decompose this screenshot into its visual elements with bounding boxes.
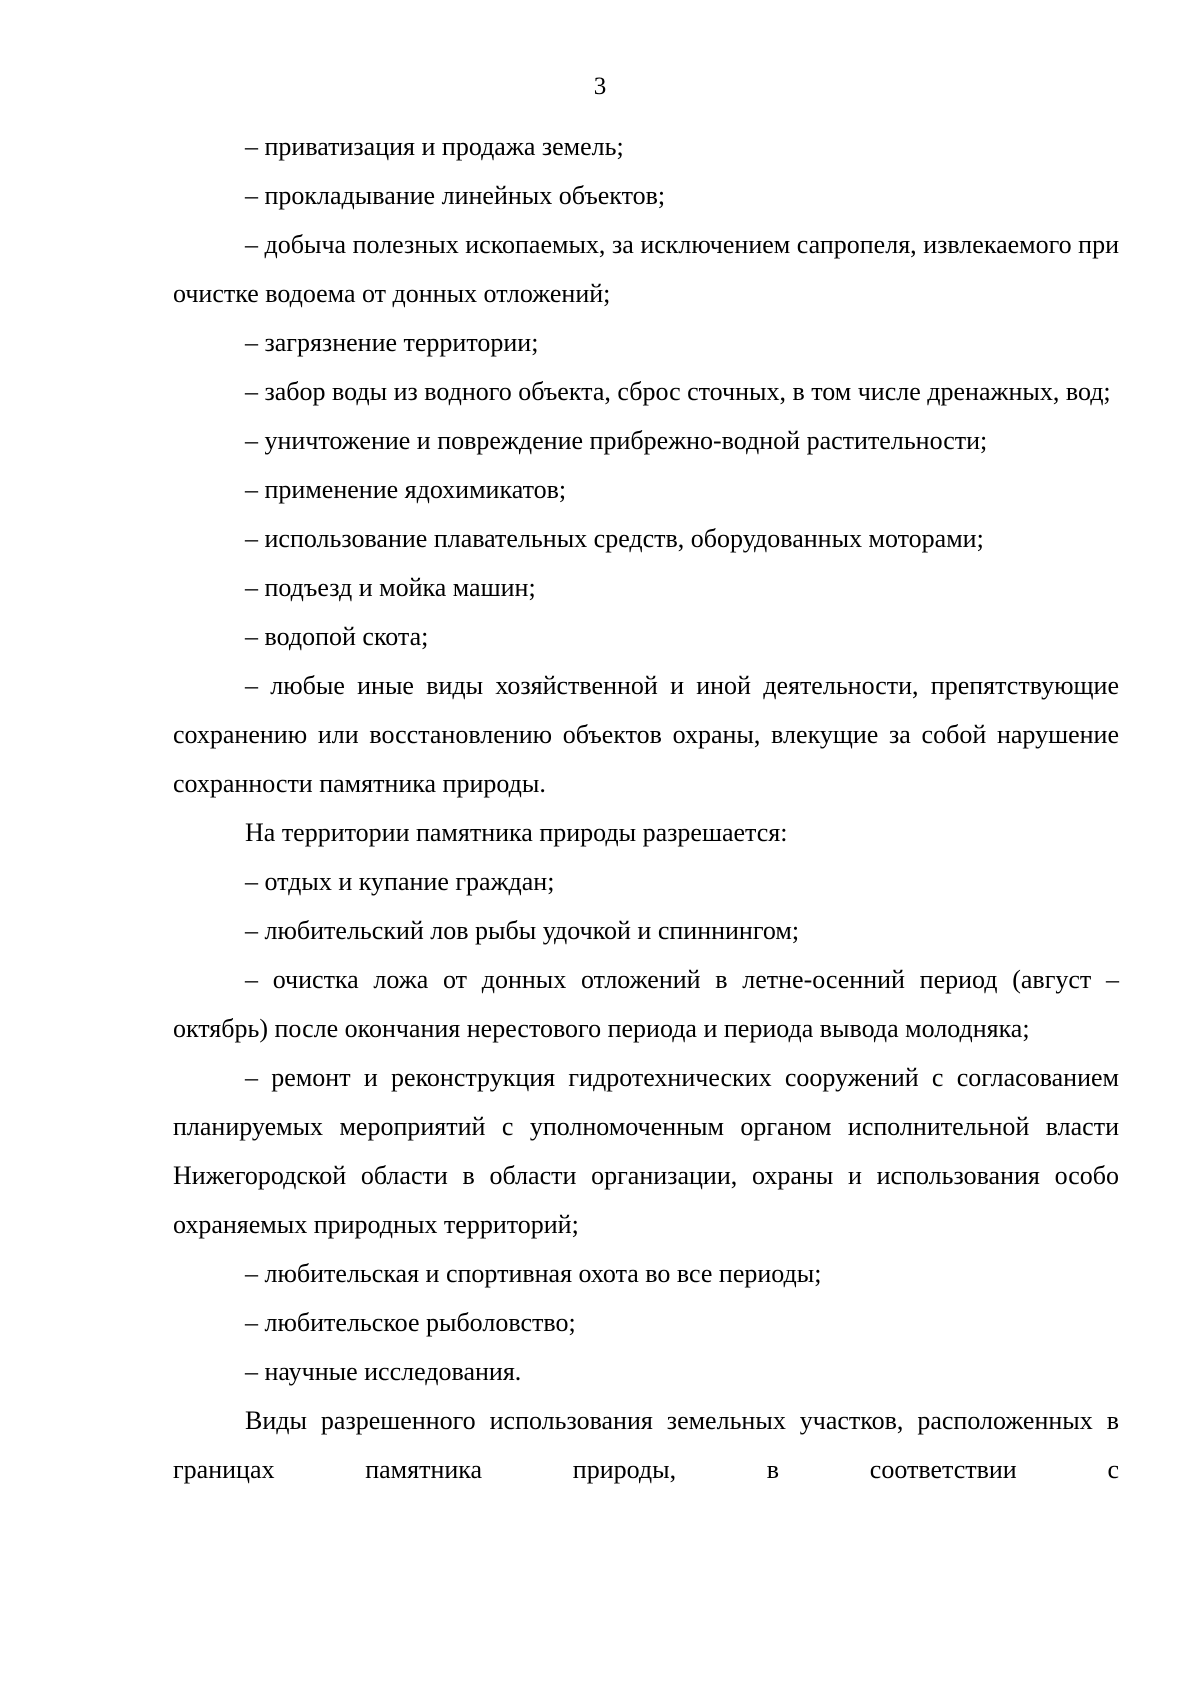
paragraph-bed-cleaning: – очистка ложа от донных отложений в летне-осенний период (август – октябрь) после окончания нерестового периода и периода вывода молодняка; — [173, 965, 1119, 1043]
paragraph-pesticides: – применение ядохимикатов; — [245, 475, 567, 504]
paragraph-other-activities: – любые иные виды хозяйственной и иной деятельности, препятствующие сохранению или восстановлению объектов охраны, влекущие за собой нарушение сохранности памятника природы. — [173, 671, 1119, 798]
document-body — [173, 122, 1119, 1494]
paragraph-repair: – ремонт и реконструкция гидротехнических сооружений с согласованием планируемых мероприятий с уполномоченным органом исполнительной власти Нижегородской области в области организации, охраны и использования особо охраняемых природных территорий; — [173, 1063, 1119, 1239]
paragraph-amateur-fishing: – любительское рыболовство; — [245, 1308, 576, 1337]
paragraph-recreation: – отдых и купание граждан; — [245, 867, 555, 896]
paragraph-hunting: – любительская и спортивная охота во все периоды; — [245, 1259, 822, 1288]
paragraph-livestock: – водопой скота; — [245, 622, 429, 651]
paragraph-privatization: – приватизация и продажа земель; — [245, 132, 624, 161]
paragraph-vegetation-damage: – уничтожение и повреждение прибрежно-водной растительности; — [245, 426, 988, 455]
paragraph-car-washing: – подъезд и мойка машин; — [245, 573, 536, 602]
paragraph-research: – научные исследования. — [245, 1357, 522, 1386]
paragraph-land-use: Виды разрешенного использования земельных участков, расположенных в границах памятника природы, в соответствии с — [173, 1406, 1119, 1484]
paragraph-water-intake: – забор воды из водного объекта, сброс сточных, в том числе дренажных, вод; — [245, 377, 1111, 406]
paragraph-fishing-rod: – любительский лов рыбы удочкой и спиннингом; — [245, 916, 800, 945]
page-number: 3 — [593, 73, 607, 100]
paragraph-mining: – добыча полезных ископаемых, за исключением сапропеля, извлекаемого при очистке водоема от донных отложений; — [173, 230, 1119, 308]
paragraph-permitted-heading: На территории памятника природы разрешается: — [245, 818, 788, 847]
paragraph-motor-boats: – использование плавательных средств, оборудованных моторами; — [245, 524, 984, 553]
paragraph-pollution: – загрязнение территории; — [245, 328, 539, 357]
paragraph-linear-objects: – прокладывание линейных объектов; — [245, 181, 666, 210]
